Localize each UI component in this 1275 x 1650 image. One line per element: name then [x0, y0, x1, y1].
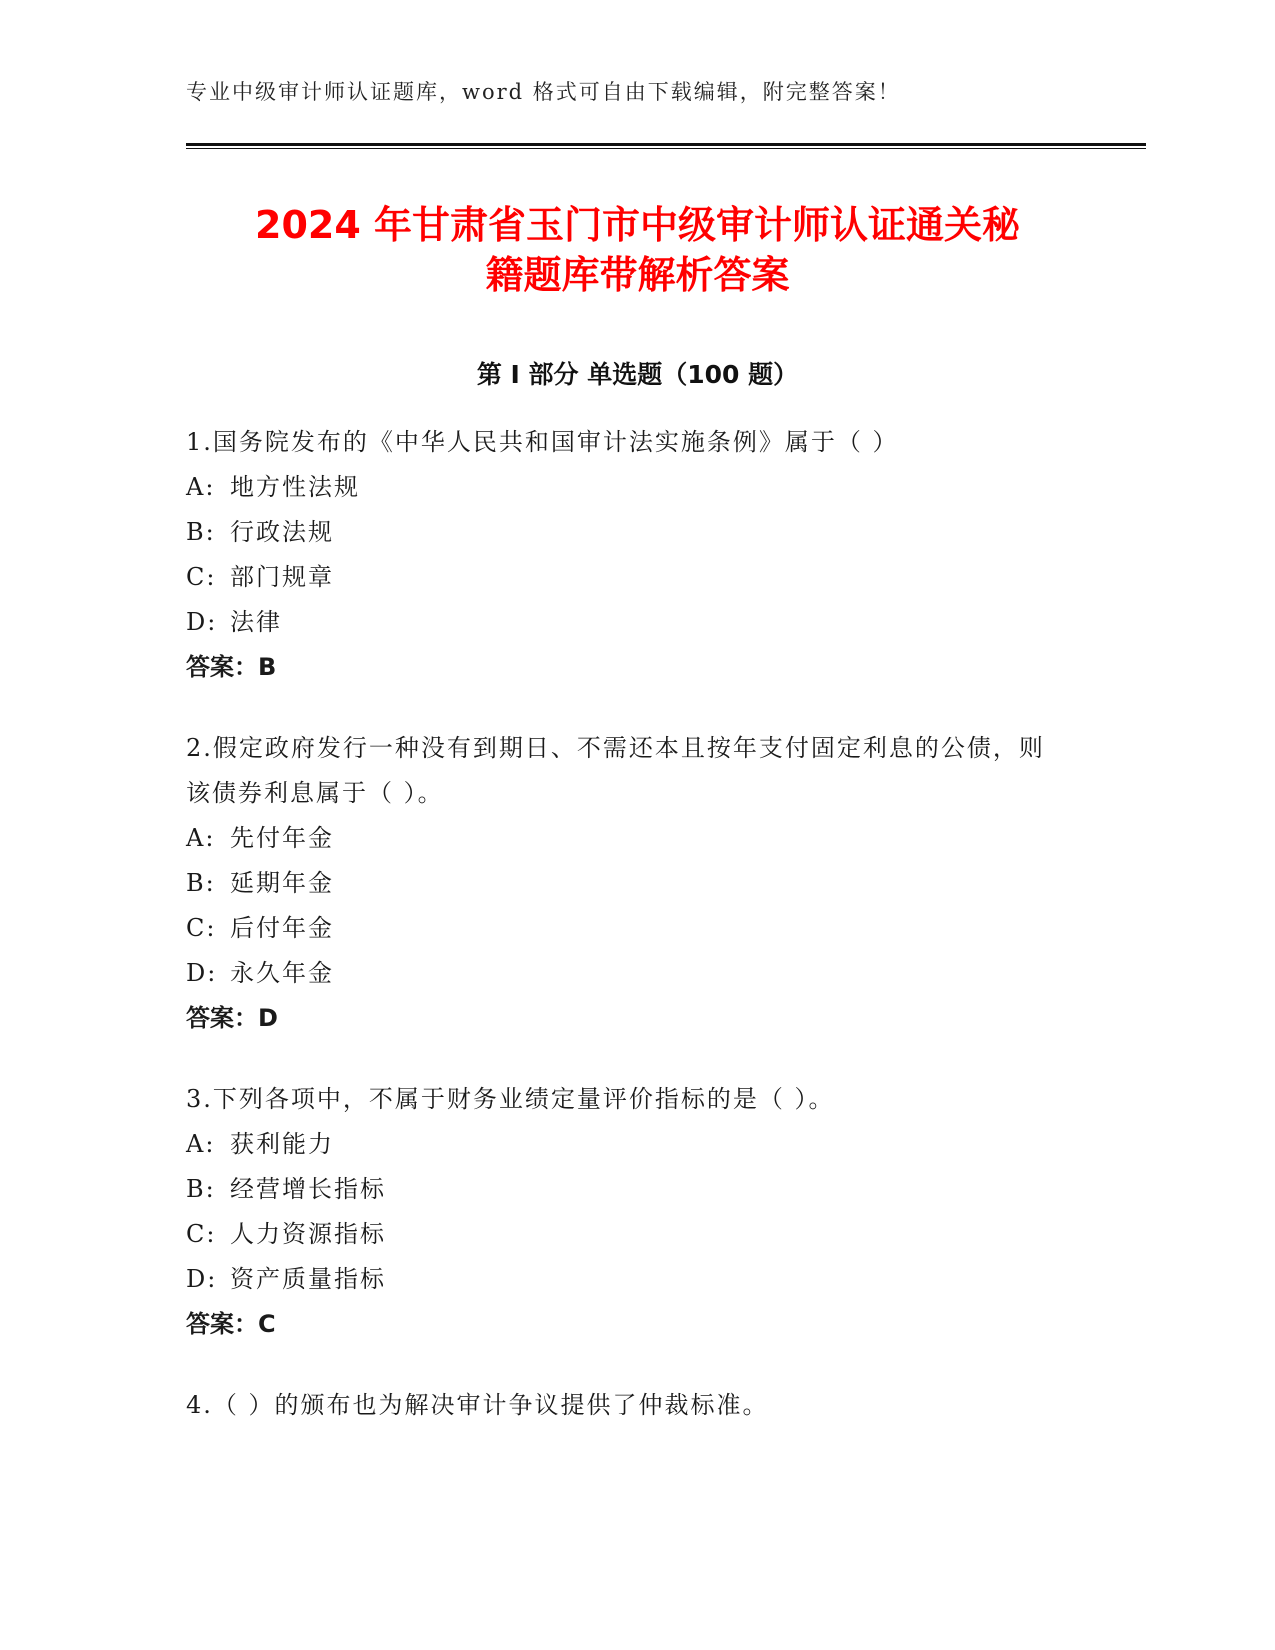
- option-b: [186, 1167, 1066, 1212]
- option-key: A:: [186, 473, 216, 501]
- option-text: 部门规章: [230, 563, 334, 591]
- option-key: B:: [186, 518, 216, 546]
- question-4: [186, 1383, 1066, 1428]
- option-c: [186, 1212, 1066, 1257]
- option-text: 地方性法规: [230, 473, 360, 501]
- option-a: [186, 816, 1066, 861]
- header-note: 专业中级审计师认证题库，word 格式可自由下载编辑，附完整答案！: [186, 80, 901, 104]
- question-3: [186, 1077, 1066, 1347]
- document-title-line1: 2024 年甘肃省玉门市中级审计师认证通关秘: [255, 203, 1020, 247]
- option-key: A:: [186, 824, 216, 852]
- question-1: [186, 420, 1066, 690]
- question-stem: 2.假定政府发行一种没有到期日、不需还本且按年支付固定利息的公债，则该债券利息属于（ ）。: [186, 734, 1045, 807]
- question-2: [186, 726, 1066, 1041]
- option-d: [186, 1257, 1066, 1302]
- option-key: D:: [186, 608, 218, 636]
- option-text: 人力资源指标: [230, 1220, 386, 1248]
- option-text: 延期年金: [230, 869, 334, 897]
- option-key: B:: [186, 869, 216, 897]
- option-c: [186, 555, 1066, 600]
- option-text: 经营增长指标: [230, 1175, 386, 1203]
- option-key: C:: [186, 563, 217, 591]
- question-stem: 3.下列各项中，不属于财务业绩定量评价指标的是（ ）。: [186, 1085, 835, 1113]
- option-key: C:: [186, 914, 217, 942]
- option-d: [186, 600, 1066, 645]
- option-key: D:: [186, 959, 218, 987]
- option-key: A:: [186, 1130, 216, 1158]
- option-key: B:: [186, 1175, 216, 1203]
- option-text: 行政法规: [230, 518, 334, 546]
- option-text: 后付年金: [230, 914, 334, 942]
- option-key: C:: [186, 1220, 217, 1248]
- option-a: [186, 1122, 1066, 1167]
- option-key: D:: [186, 1265, 218, 1293]
- document-title: [150, 200, 1125, 300]
- option-text: 先付年金: [230, 824, 334, 852]
- answer: 答案：D: [186, 1004, 278, 1032]
- answer: 答案：B: [186, 653, 277, 681]
- section-title: 第 I 部分 单选题（100 题）: [476, 360, 799, 389]
- option-c: [186, 906, 1066, 951]
- option-text: 资产质量指标: [230, 1265, 386, 1293]
- option-b: [186, 510, 1066, 555]
- header-rule-thick: [186, 143, 1146, 146]
- option-a: [186, 465, 1066, 510]
- option-b: [186, 861, 1066, 906]
- option-text: 获利能力: [230, 1130, 334, 1158]
- question-stem: 4.（ ）的颁布也为解决审计争议提供了仲裁标准。: [186, 1391, 769, 1419]
- document-title-line2: 籍题库带解析答案: [485, 253, 790, 297]
- option-text: 法律: [230, 608, 282, 636]
- question-stem: 1.国务院发布的《中华人民共和国审计法实施条例》属于（ ）: [186, 428, 899, 456]
- option-text: 永久年金: [230, 959, 334, 987]
- header-rule-thin: [186, 148, 1146, 149]
- answer: 答案：C: [186, 1310, 276, 1338]
- option-d: [186, 951, 1066, 996]
